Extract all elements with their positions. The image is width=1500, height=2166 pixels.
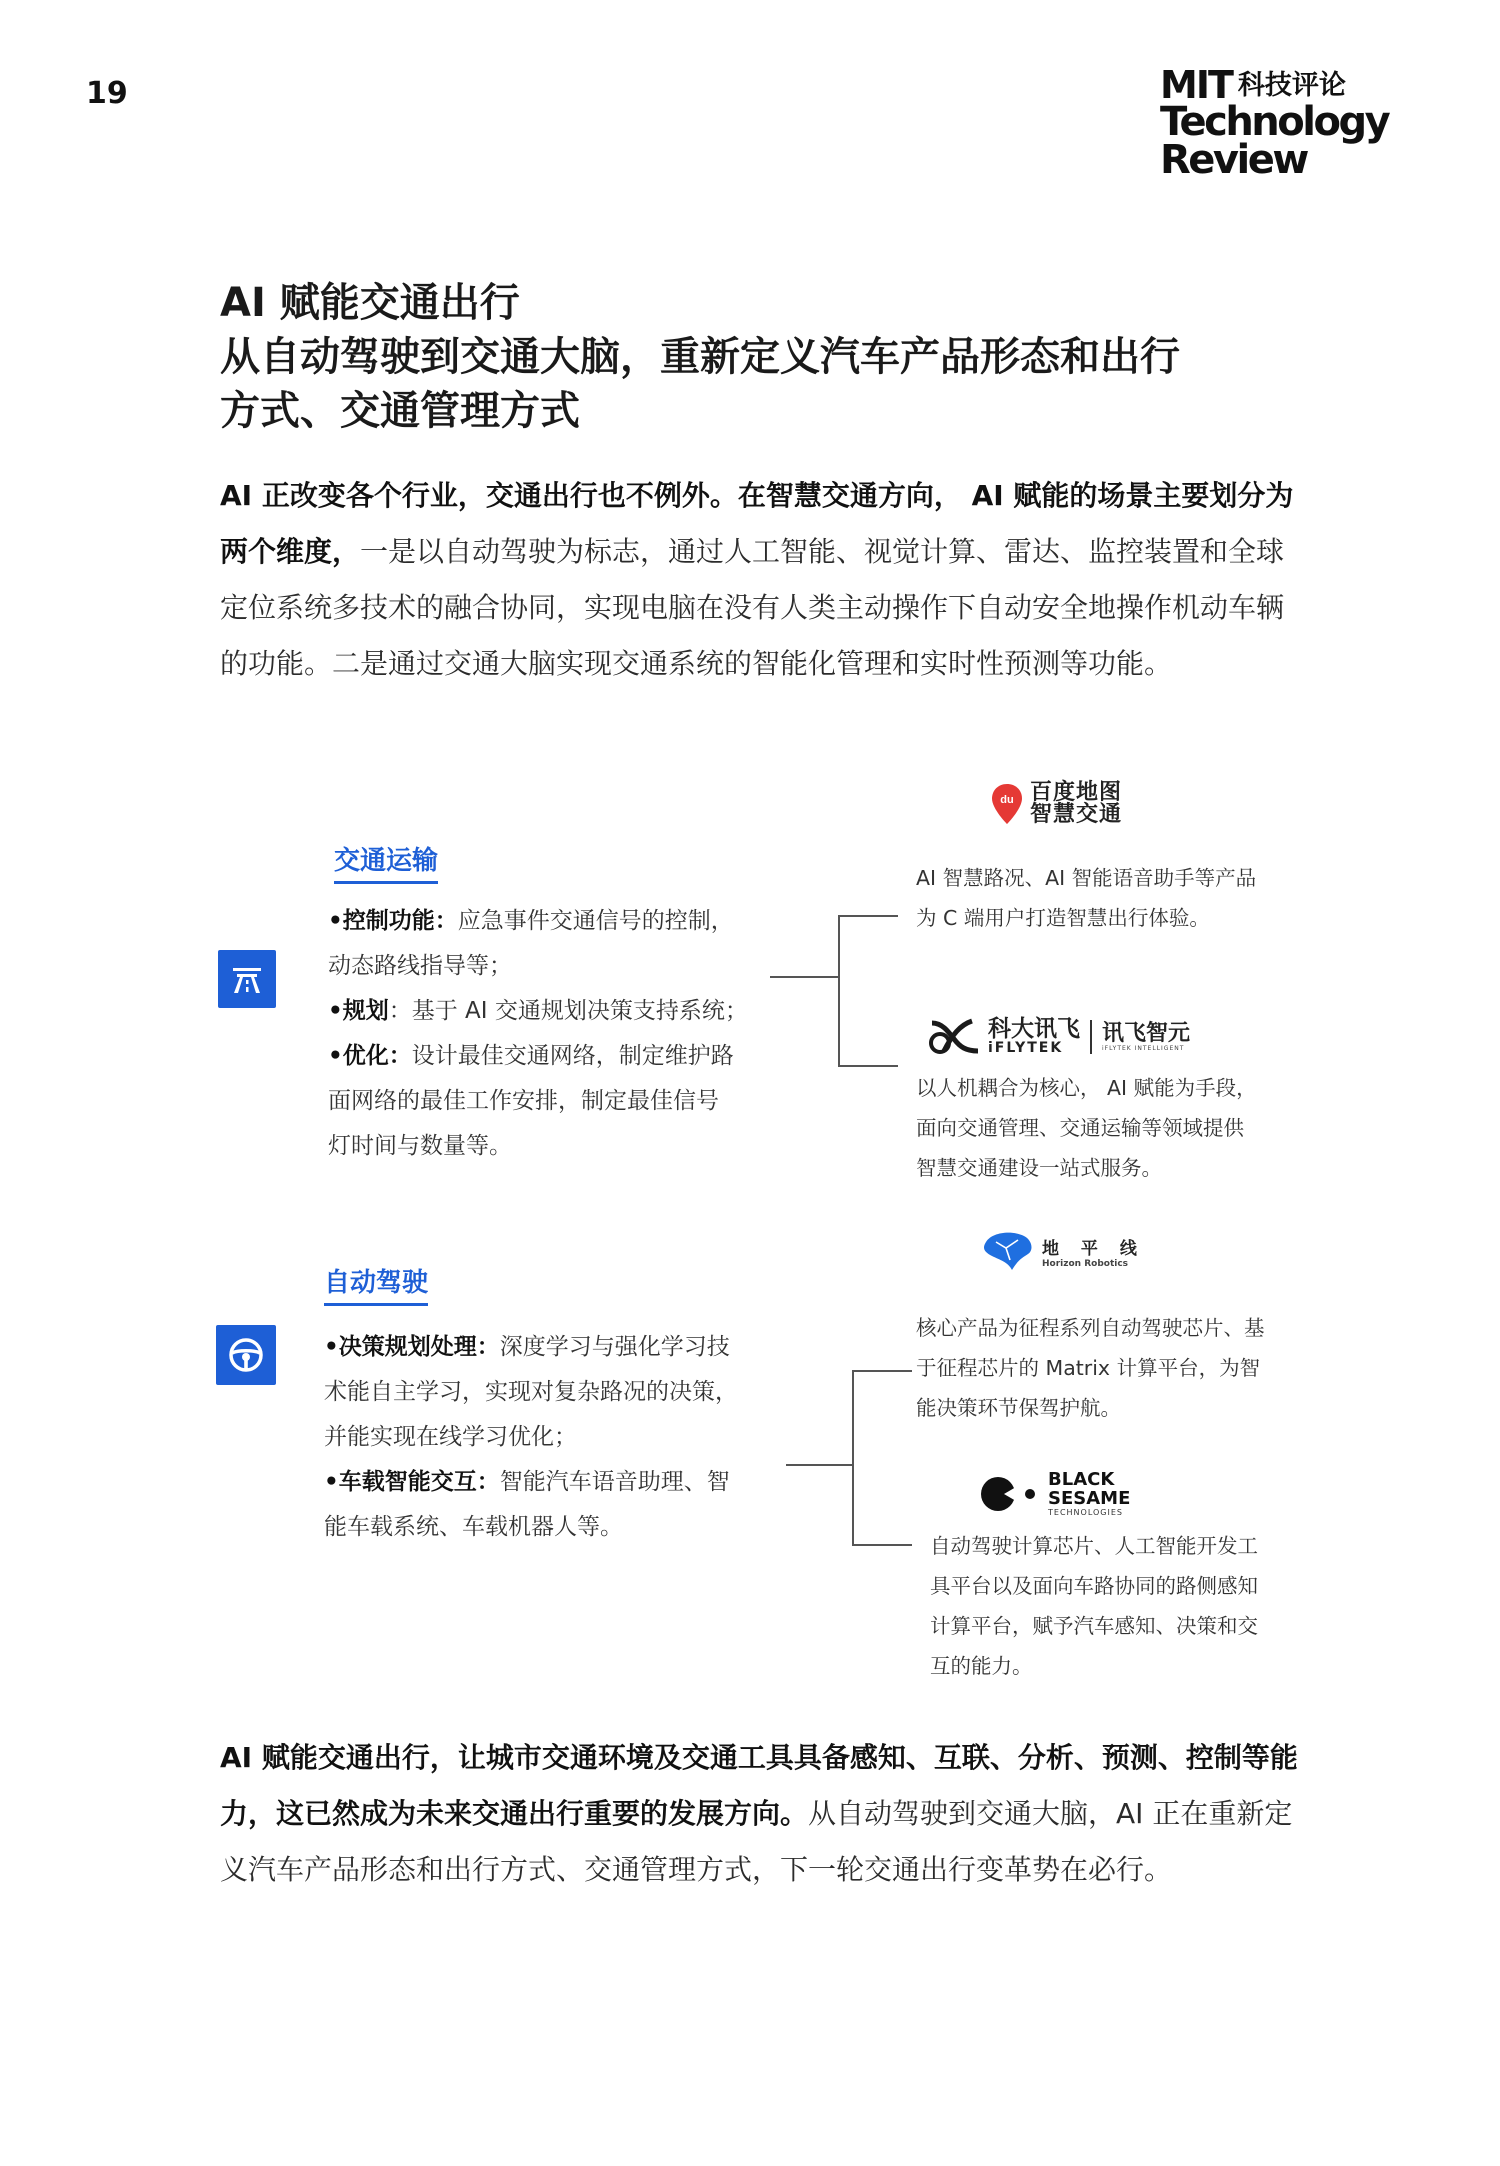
section2-items xyxy=(324,1325,794,1550)
section-title-transport: 交通运输 xyxy=(334,840,438,884)
outro-text: 从自动驾驶到交通大脑，AI 正在重新定义汽车产品形态和出行方式、交通管理方式，下一轮交通出行变革势在必行。 xyxy=(220,1797,1293,1886)
section1-item: •优化：设计最佳交通网络，制定维护路 xyxy=(328,1043,734,1069)
title-line-1: AI 赋能交通出行 xyxy=(220,280,520,326)
iflytek-description: 以人机耦合为核心， AI 赋能为手段， 面向交通管理、交通运输等领域提供 智慧交通建设一站式服务。 xyxy=(916,1076,1257,1180)
section1-item: •规划：基于 AI 交通规划决策支持系统； xyxy=(328,998,748,1024)
section2-item: •决策规划处理：深度学习与强化学习技 xyxy=(324,1334,730,1360)
iflytek-mark-icon xyxy=(926,1017,984,1057)
conclusion-paragraph xyxy=(220,1730,1300,1898)
highway-icon xyxy=(218,950,276,1008)
logo-mit: MIT xyxy=(1160,63,1232,107)
mit-technology-review-logo xyxy=(1160,63,1389,183)
black-sesame-logo: BLACK SESAME TECHNOLOGIES xyxy=(980,1470,1130,1517)
steering-wheel-icon xyxy=(216,1325,276,1385)
section2-item: 能车载系统、车载机器人等。 xyxy=(324,1514,623,1540)
connector-bracket xyxy=(852,1370,912,1546)
black-sesame-description: 自动驾驶计算芯片、人工智能开发工 具平台以及面向车路协同的路侧感知 计算平台，赋予汽车感知、决策和交 互的能力。 xyxy=(930,1534,1258,1678)
iflytek-logo: 科大讯飞 iFLYTEK 讯飞智元 iFLYTEK INTELLIGENT xyxy=(926,1017,1190,1057)
section1-item: •控制功能：应急事件交通信号的控制， xyxy=(328,908,734,934)
logo-separator xyxy=(1090,1020,1092,1054)
svg-text:du: du xyxy=(1000,794,1014,806)
logo-technology: Technology xyxy=(1160,99,1389,145)
section2-item: •车载智能交互：智能汽车语音助理、智 xyxy=(324,1469,730,1495)
section2-item: 并能实现在线学习优化； xyxy=(324,1424,577,1450)
baidu-map-logo: du 百度地图 智慧交通 xyxy=(990,782,1122,826)
section-title-autonomous-driving: 自动驾驶 xyxy=(324,1262,428,1306)
black-sesame-mark-icon xyxy=(980,1474,1042,1514)
horizon-robotics-logo: 地 平 线 Horizon Robotics xyxy=(982,1230,1145,1272)
outro-bold: AI 赋能交通出行，让城市交通环境及交通工具具备感知、互联、分析、预测、控制等能力，这已然成为未来交通出行重要的发展方向。 xyxy=(220,1741,1298,1830)
page-number: 19 xyxy=(86,76,128,111)
logo-review: Review xyxy=(1160,137,1307,183)
section1-items xyxy=(328,899,788,1169)
title-line-3: 方式、交通管理方式 xyxy=(220,388,580,434)
horizon-description: 核心产品为征程系列自动驾驶芯片、基 于征程芯片的 Matrix 计算平台，为智 能决策环节保驾护航。 xyxy=(916,1316,1265,1420)
horizon-mark-icon xyxy=(982,1230,1034,1272)
section1-item: 面网络的最佳工作安排，制定最佳信号 xyxy=(328,1088,719,1114)
map-pin-icon xyxy=(990,782,1024,826)
intro-bold: AI 正改变各个行业，交通出行也不例外。在智慧交通方向， AI 赋能的场景主要划分为两个维度， xyxy=(220,479,1294,568)
section1-item: 动态路线指导等； xyxy=(328,953,512,979)
connector-line xyxy=(786,1464,854,1466)
section2-item: 术能自主学习，实现对复杂路况的决策， xyxy=(324,1379,738,1405)
baidu-description: AI 智慧路况、AI 智能语音助手等产品 为 C 端用户打造智慧出行体验。 xyxy=(916,866,1257,930)
connector-bracket xyxy=(838,915,898,1067)
intro-paragraph xyxy=(220,468,1300,692)
page-title xyxy=(220,276,1330,438)
logo-cn: 科技评论 xyxy=(1237,70,1346,101)
connector-line xyxy=(770,976,838,978)
title-line-2: 从自动驾驶到交通大脑，重新定义汽车产品形态和出行 xyxy=(220,334,1180,380)
intro-text: 一是以自动驾驶为标志，通过人工智能、视觉计算、雷达、监控装置和全球定位系统多技术的融合协同，实现电脑在没有人类主动操作下自动安全地操作机动车辆的功能。二是通过交通大脑实现交通系统的智能化管理和实时性预测等功能。 xyxy=(220,535,1285,680)
section1-item: 灯时间与数量等。 xyxy=(328,1133,512,1159)
